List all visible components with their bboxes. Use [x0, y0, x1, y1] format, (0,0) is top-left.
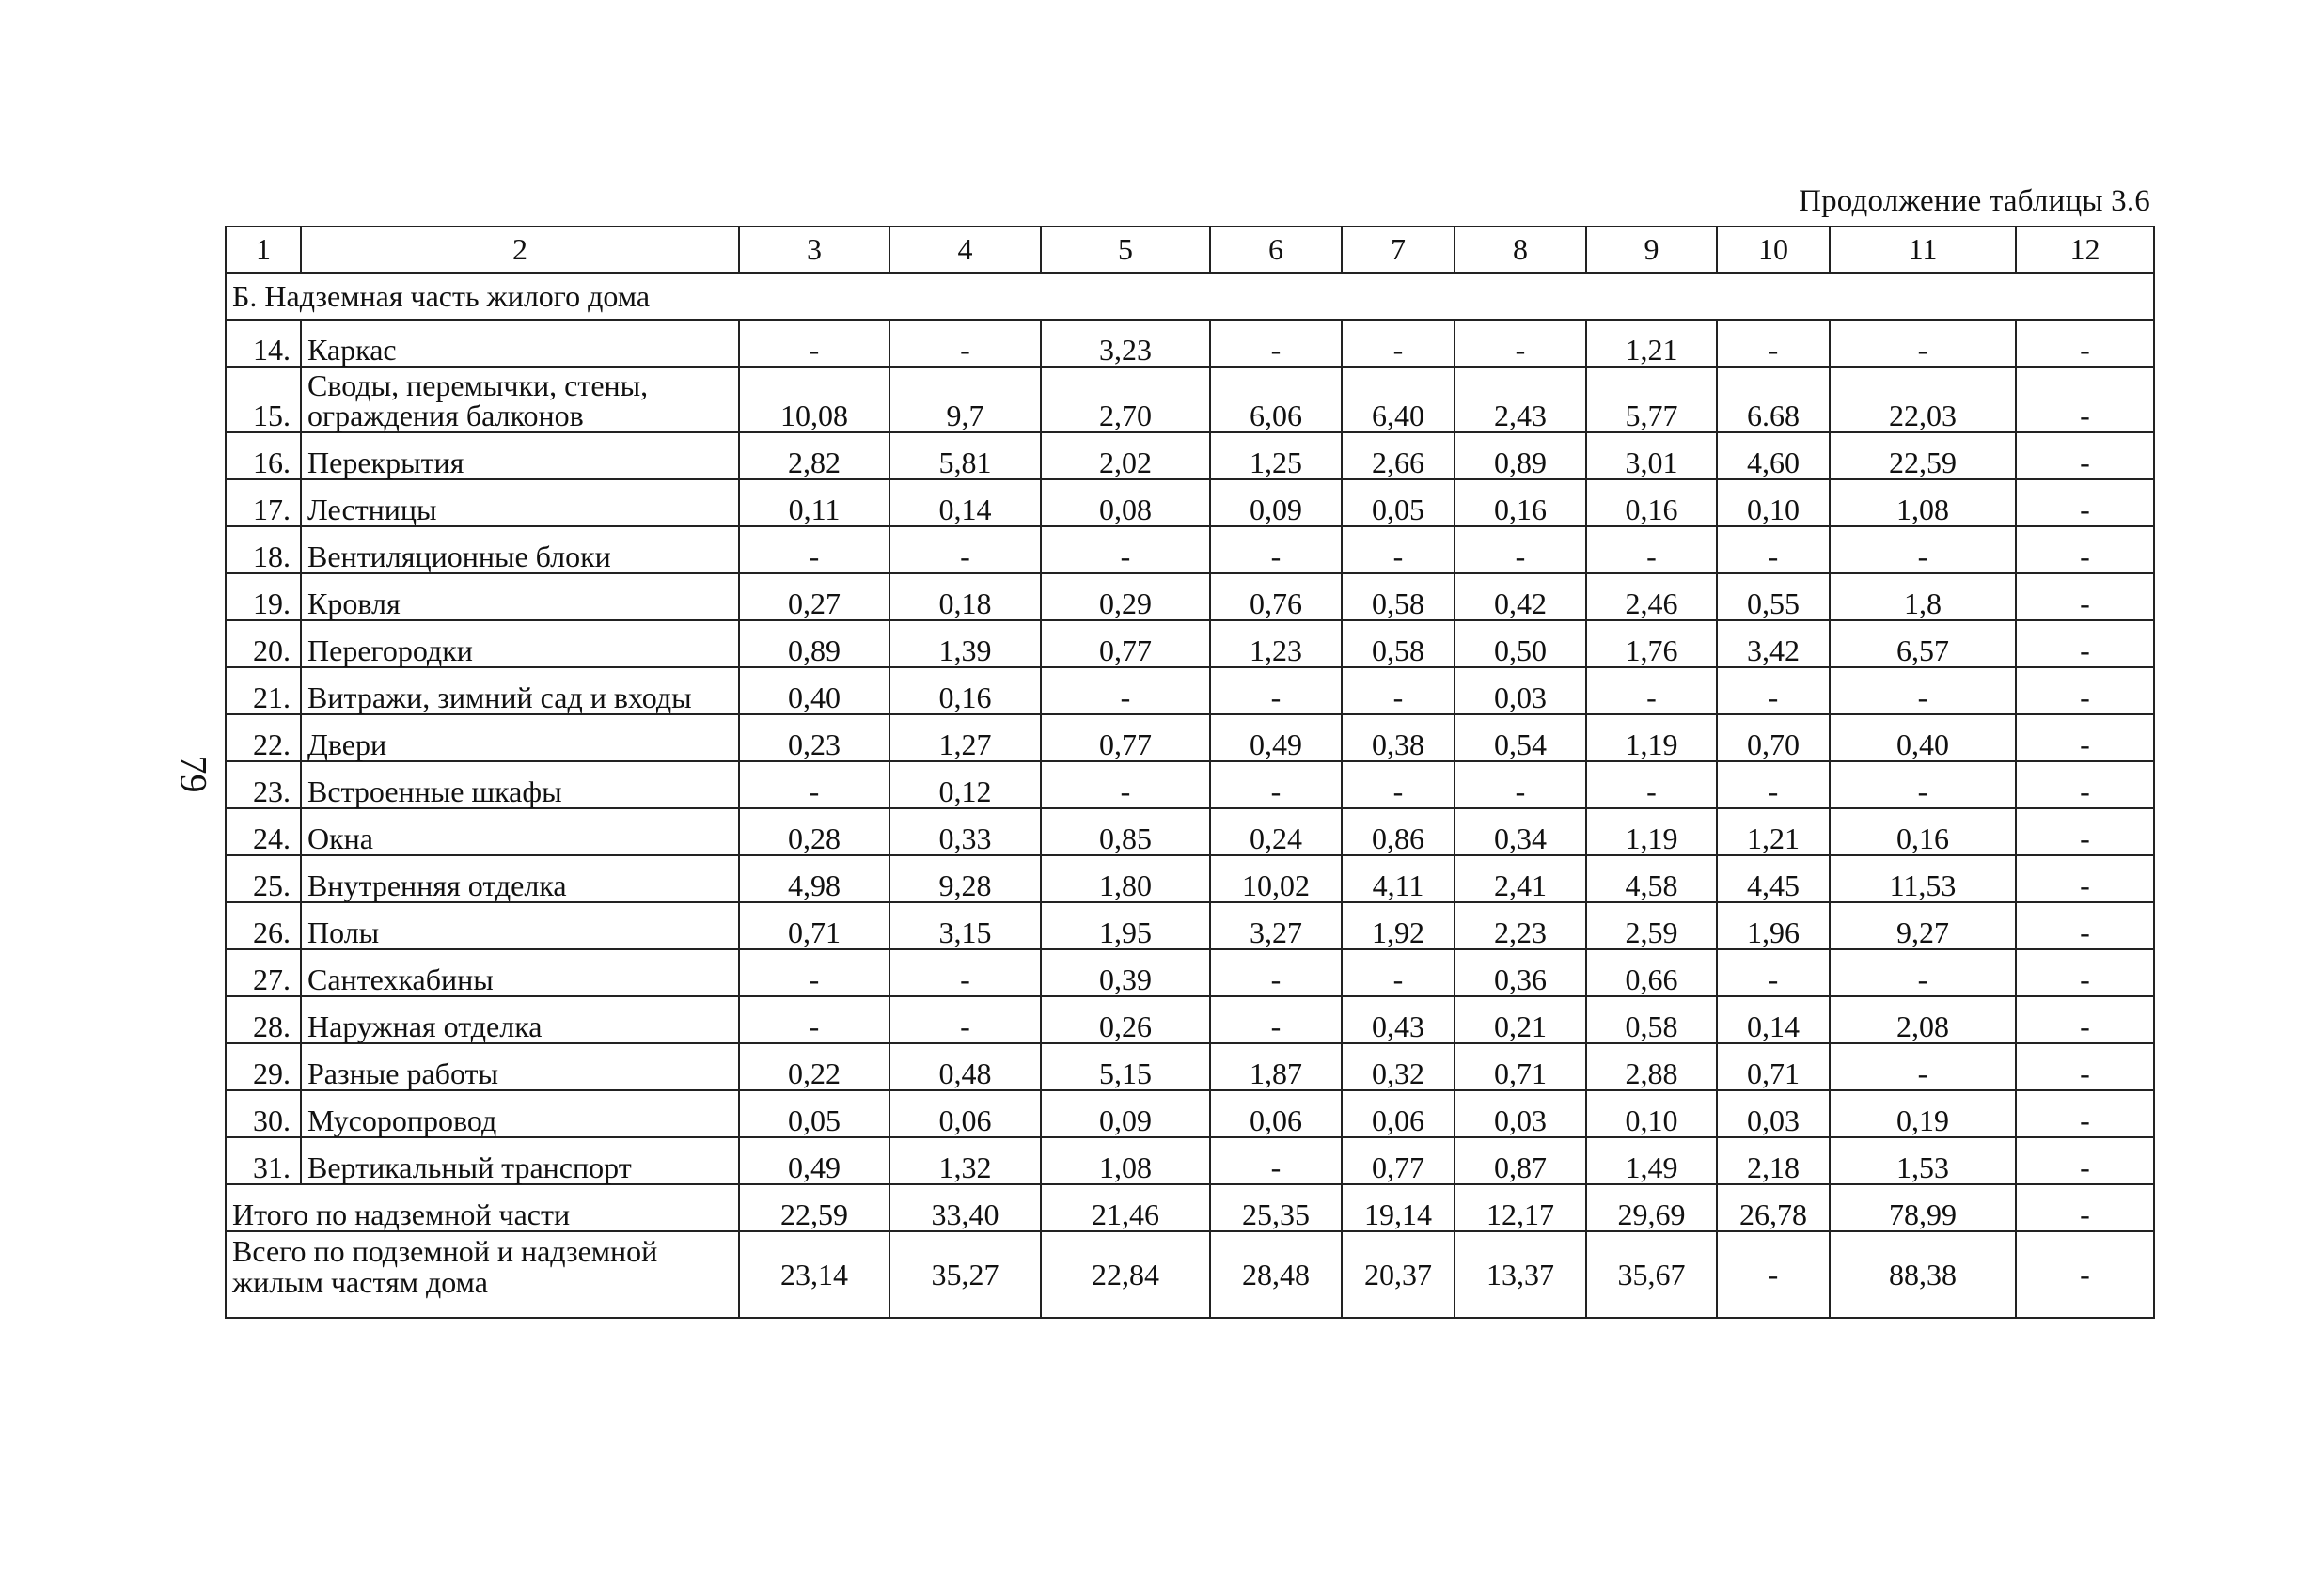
value-cell: 78,99: [1830, 1184, 2016, 1231]
value-cell: 0,29: [1041, 573, 1210, 620]
value-cell: -: [739, 949, 889, 996]
value-cell: 0,03: [1717, 1090, 1830, 1137]
value-cell: -: [2016, 855, 2154, 902]
value-cell: 0,03: [1455, 667, 1586, 714]
value-cell: -: [1830, 526, 2016, 573]
value-cell: 0,33: [889, 808, 1041, 855]
value-cell: 4,11: [1342, 855, 1455, 902]
grand-total-row-label: Всего по подземной и надземной жилым частям дома: [226, 1231, 739, 1318]
value-cell: 0,49: [739, 1137, 889, 1184]
value-cell: -: [2016, 808, 2154, 855]
value-cell: 22,59: [1830, 432, 2016, 479]
value-cell: 22,59: [739, 1184, 889, 1231]
value-cell: -: [2016, 761, 2154, 808]
value-cell: 4,98: [739, 855, 889, 902]
row-number: 17.: [226, 479, 301, 526]
value-cell: -: [1717, 526, 1830, 573]
value-cell: -: [2016, 573, 2154, 620]
row-number: 28.: [226, 996, 301, 1043]
row-number: 18.: [226, 526, 301, 573]
table-row: [226, 761, 2154, 808]
table-row: [226, 996, 2154, 1043]
value-cell: 1,32: [889, 1137, 1041, 1184]
header-cell: 11: [1830, 227, 2016, 273]
value-cell: 0,58: [1586, 996, 1717, 1043]
value-cell: 0,14: [889, 479, 1041, 526]
row-name: Окна: [301, 808, 739, 855]
value-cell: 0,27: [739, 573, 889, 620]
header-cell: 10: [1717, 227, 1830, 273]
value-cell: 1,49: [1586, 1137, 1717, 1184]
value-cell: -: [1342, 526, 1455, 573]
table-row: [226, 320, 2154, 367]
value-cell: -: [1210, 667, 1342, 714]
value-cell: -: [739, 320, 889, 367]
value-cell: 0,40: [1830, 714, 2016, 761]
value-cell: -: [1342, 949, 1455, 996]
value-cell: -: [2016, 996, 2154, 1043]
value-cell: 0,26: [1041, 996, 1210, 1043]
row-number: 23.: [226, 761, 301, 808]
value-cell: -: [1455, 761, 1586, 808]
value-cell: 6,40: [1342, 367, 1455, 432]
value-cell: -: [1717, 667, 1830, 714]
section-row: [226, 273, 2154, 320]
value-cell: 10,02: [1210, 855, 1342, 902]
value-cell: 0,71: [1717, 1043, 1830, 1090]
value-cell: 1,23: [1210, 620, 1342, 667]
table-row: [226, 479, 2154, 526]
value-cell: 0,87: [1455, 1137, 1586, 1184]
header-cell: 6: [1210, 227, 1342, 273]
row-name: Мусоропровод: [301, 1090, 739, 1137]
value-cell: 1,27: [889, 714, 1041, 761]
value-cell: 12,17: [1455, 1184, 1586, 1231]
value-cell: 0,09: [1041, 1090, 1210, 1137]
value-cell: 1,96: [1717, 902, 1830, 949]
value-cell: 9,7: [889, 367, 1041, 432]
value-cell: 0,08: [1041, 479, 1210, 526]
row-number: 26.: [226, 902, 301, 949]
row-name: Каркас: [301, 320, 739, 367]
header-cell: 2: [301, 227, 739, 273]
value-cell: 10,08: [739, 367, 889, 432]
value-cell: -: [2016, 1090, 2154, 1137]
value-cell: 1,92: [1342, 902, 1455, 949]
value-cell: 5,77: [1586, 367, 1717, 432]
value-cell: 35,67: [1586, 1231, 1717, 1318]
value-cell: -: [1041, 526, 1210, 573]
value-cell: 0,58: [1342, 620, 1455, 667]
value-cell: 3,27: [1210, 902, 1342, 949]
value-cell: 88,38: [1830, 1231, 2016, 1318]
row-name: Лестницы: [301, 479, 739, 526]
value-cell: 2,23: [1455, 902, 1586, 949]
value-cell: 0,32: [1342, 1043, 1455, 1090]
value-cell: -: [889, 320, 1041, 367]
value-cell: 0,89: [739, 620, 889, 667]
value-cell: 0,77: [1342, 1137, 1455, 1184]
row-number: 21.: [226, 667, 301, 714]
value-cell: 0,42: [1455, 573, 1586, 620]
value-cell: 0,03: [1455, 1090, 1586, 1137]
row-name: Полы: [301, 902, 739, 949]
row-number: 19.: [226, 573, 301, 620]
value-cell: 1,95: [1041, 902, 1210, 949]
value-cell: -: [2016, 1137, 2154, 1184]
header-cell: 7: [1342, 227, 1455, 273]
value-cell: 2,66: [1342, 432, 1455, 479]
value-cell: 0,22: [739, 1043, 889, 1090]
value-cell: 0,19: [1830, 1090, 2016, 1137]
table-row: [226, 855, 2154, 902]
value-cell: 2,59: [1586, 902, 1717, 949]
value-cell: -: [739, 526, 889, 573]
value-cell: 0,40: [739, 667, 889, 714]
value-cell: 0,77: [1041, 714, 1210, 761]
row-name: Своды, перемычки, стены, ограждения балконов: [301, 367, 739, 432]
value-cell: 0,16: [889, 667, 1041, 714]
table-row: [226, 1090, 2154, 1137]
value-cell: -: [1342, 320, 1455, 367]
value-cell: 0,06: [1342, 1090, 1455, 1137]
value-cell: 0,34: [1455, 808, 1586, 855]
value-cell: 3,15: [889, 902, 1041, 949]
value-cell: 25,35: [1210, 1184, 1342, 1231]
row-name: Сантехкабины: [301, 949, 739, 996]
value-cell: 6.68: [1717, 367, 1830, 432]
value-cell: 0,86: [1342, 808, 1455, 855]
value-cell: -: [2016, 1231, 2154, 1318]
value-cell: -: [1455, 526, 1586, 573]
value-cell: 26,78: [1717, 1184, 1830, 1231]
value-cell: -: [1830, 320, 2016, 367]
value-cell: 0,11: [739, 479, 889, 526]
value-cell: -: [1041, 761, 1210, 808]
value-cell: -: [1586, 761, 1717, 808]
data-table: [225, 226, 2155, 1319]
row-number: 31.: [226, 1137, 301, 1184]
row-name: Вертикальный транспорт: [301, 1137, 739, 1184]
value-cell: 3,01: [1586, 432, 1717, 479]
value-cell: 0,76: [1210, 573, 1342, 620]
value-cell: 0,48: [889, 1043, 1041, 1090]
value-cell: 22,84: [1041, 1231, 1210, 1318]
value-cell: 1,08: [1830, 479, 2016, 526]
value-cell: -: [1830, 667, 2016, 714]
value-cell: 0,77: [1041, 620, 1210, 667]
value-cell: -: [1210, 949, 1342, 996]
value-cell: 0,58: [1342, 573, 1455, 620]
value-cell: -: [1210, 320, 1342, 367]
value-cell: 13,37: [1455, 1231, 1586, 1318]
value-cell: -: [1342, 667, 1455, 714]
header-cell: 4: [889, 227, 1041, 273]
value-cell: 0,70: [1717, 714, 1830, 761]
value-cell: 19,14: [1342, 1184, 1455, 1231]
value-cell: -: [1342, 761, 1455, 808]
table-row: [226, 620, 2154, 667]
value-cell: -: [1210, 1137, 1342, 1184]
value-cell: 0,49: [1210, 714, 1342, 761]
value-cell: 0,06: [1210, 1090, 1342, 1137]
value-cell: 6,06: [1210, 367, 1342, 432]
table-row: [226, 1043, 2154, 1090]
row-name: Разные работы: [301, 1043, 739, 1090]
value-cell: -: [2016, 526, 2154, 573]
value-cell: 1,39: [889, 620, 1041, 667]
value-cell: 0,66: [1586, 949, 1717, 996]
row-name: Перегородки: [301, 620, 739, 667]
table-row: [226, 573, 2154, 620]
row-number: 29.: [226, 1043, 301, 1090]
value-cell: 0,50: [1455, 620, 1586, 667]
header-cell: 8: [1455, 227, 1586, 273]
row-number: 22.: [226, 714, 301, 761]
value-cell: -: [2016, 1043, 2154, 1090]
value-cell: 5,81: [889, 432, 1041, 479]
table-row: [226, 714, 2154, 761]
value-cell: -: [889, 949, 1041, 996]
value-cell: 21,46: [1041, 1184, 1210, 1231]
value-cell: 2,88: [1586, 1043, 1717, 1090]
value-cell: -: [739, 996, 889, 1043]
value-cell: -: [1717, 320, 1830, 367]
value-cell: 11,53: [1830, 855, 2016, 902]
value-cell: 22,03: [1830, 367, 2016, 432]
table-row: [226, 808, 2154, 855]
value-cell: 6,57: [1830, 620, 2016, 667]
value-cell: 2,70: [1041, 367, 1210, 432]
header-cell: 1: [226, 227, 301, 273]
value-cell: 2,43: [1455, 367, 1586, 432]
value-cell: 3,42: [1717, 620, 1830, 667]
value-cell: 1,08: [1041, 1137, 1210, 1184]
value-cell: -: [1455, 320, 1586, 367]
value-cell: -: [2016, 949, 2154, 996]
header-cell: 12: [2016, 227, 2154, 273]
total-row: [226, 1184, 2154, 1231]
table-row: [226, 367, 2154, 432]
value-cell: -: [1717, 761, 1830, 808]
row-number: 27.: [226, 949, 301, 996]
value-cell: 0,14: [1717, 996, 1830, 1043]
table-row: [226, 667, 2154, 714]
value-cell: -: [1210, 526, 1342, 573]
value-cell: 1,8: [1830, 573, 2016, 620]
value-cell: -: [2016, 902, 2154, 949]
value-cell: -: [1717, 1231, 1830, 1318]
value-cell: 0,16: [1830, 808, 2016, 855]
value-cell: -: [2016, 479, 2154, 526]
value-cell: 0,39: [1041, 949, 1210, 996]
row-number: 25.: [226, 855, 301, 902]
row-name: Внутренняя отделка: [301, 855, 739, 902]
value-cell: 0,12: [889, 761, 1041, 808]
value-cell: 0,09: [1210, 479, 1342, 526]
value-cell: 1,19: [1586, 808, 1717, 855]
total-row-label: Итого по надземной части: [226, 1184, 739, 1231]
value-cell: -: [1717, 949, 1830, 996]
value-cell: 0,10: [1586, 1090, 1717, 1137]
value-cell: -: [1830, 949, 2016, 996]
value-cell: 0,28: [739, 808, 889, 855]
header-cell: 9: [1586, 227, 1717, 273]
value-cell: 0,89: [1455, 432, 1586, 479]
value-cell: 20,37: [1342, 1231, 1455, 1318]
table-row: [226, 1137, 2154, 1184]
value-cell: 0,16: [1586, 479, 1717, 526]
value-cell: -: [739, 761, 889, 808]
value-cell: 5,15: [1041, 1043, 1210, 1090]
value-cell: 1,53: [1830, 1137, 2016, 1184]
value-cell: 0,10: [1717, 479, 1830, 526]
value-cell: 0,54: [1455, 714, 1586, 761]
table-row: [226, 526, 2154, 573]
value-cell: 4,45: [1717, 855, 1830, 902]
row-name: Вентиляционные блоки: [301, 526, 739, 573]
value-cell: 2,41: [1455, 855, 1586, 902]
value-cell: 9,28: [889, 855, 1041, 902]
row-name: Кровля: [301, 573, 739, 620]
value-cell: -: [2016, 667, 2154, 714]
value-cell: 0,23: [739, 714, 889, 761]
header-row: [226, 227, 2154, 273]
value-cell: -: [1210, 996, 1342, 1043]
value-cell: 0,55: [1717, 573, 1830, 620]
value-cell: -: [2016, 714, 2154, 761]
grand-total-row: [226, 1231, 2154, 1318]
value-cell: -: [1586, 667, 1717, 714]
row-number: 20.: [226, 620, 301, 667]
value-cell: 2,82: [739, 432, 889, 479]
value-cell: 28,48: [1210, 1231, 1342, 1318]
value-cell: 1,76: [1586, 620, 1717, 667]
value-cell: -: [1041, 667, 1210, 714]
value-cell: -: [2016, 1184, 2154, 1231]
row-name: Витражи, зимний сад и входы: [301, 667, 739, 714]
value-cell: 0,24: [1210, 808, 1342, 855]
value-cell: -: [889, 526, 1041, 573]
value-cell: 1,21: [1717, 808, 1830, 855]
section-title: Б. Надземная часть жилого дома: [226, 273, 2154, 320]
value-cell: 1,19: [1586, 714, 1717, 761]
value-cell: 1,25: [1210, 432, 1342, 479]
value-cell: -: [1830, 761, 2016, 808]
value-cell: -: [2016, 620, 2154, 667]
value-cell: 0,71: [739, 902, 889, 949]
value-cell: 0,36: [1455, 949, 1586, 996]
value-cell: 9,27: [1830, 902, 2016, 949]
table-caption: Продолжение таблицы 3.6: [1799, 184, 2150, 218]
value-cell: -: [889, 996, 1041, 1043]
row-number: 16.: [226, 432, 301, 479]
row-number: 15.: [226, 367, 301, 432]
value-cell: -: [2016, 432, 2154, 479]
header-cell: 5: [1041, 227, 1210, 273]
value-cell: -: [1586, 526, 1717, 573]
table-row: [226, 902, 2154, 949]
value-cell: 0,18: [889, 573, 1041, 620]
value-cell: -: [2016, 320, 2154, 367]
value-cell: 0,71: [1455, 1043, 1586, 1090]
value-cell: 0,38: [1342, 714, 1455, 761]
value-cell: 33,40: [889, 1184, 1041, 1231]
value-cell: 2,08: [1830, 996, 2016, 1043]
row-name: Встроенные шкафы: [301, 761, 739, 808]
value-cell: -: [2016, 367, 2154, 432]
row-name: Двери: [301, 714, 739, 761]
value-cell: 2,02: [1041, 432, 1210, 479]
value-cell: 1,80: [1041, 855, 1210, 902]
row-number: 30.: [226, 1090, 301, 1137]
value-cell: 29,69: [1586, 1184, 1717, 1231]
value-cell: 23,14: [739, 1231, 889, 1318]
value-cell: 0,05: [739, 1090, 889, 1137]
value-cell: 4,60: [1717, 432, 1830, 479]
value-cell: 0,16: [1455, 479, 1586, 526]
value-cell: 1,87: [1210, 1043, 1342, 1090]
value-cell: 2,46: [1586, 573, 1717, 620]
table-row: [226, 432, 2154, 479]
value-cell: -: [1830, 1043, 2016, 1090]
value-cell: 35,27: [889, 1231, 1041, 1318]
value-cell: 0,21: [1455, 996, 1586, 1043]
row-number: 24.: [226, 808, 301, 855]
table-row: [226, 949, 2154, 996]
page-number: 79: [172, 755, 215, 793]
value-cell: 0,85: [1041, 808, 1210, 855]
header-cell: 3: [739, 227, 889, 273]
row-name: Наружная отделка: [301, 996, 739, 1043]
value-cell: 1,21: [1586, 320, 1717, 367]
row-name: Перекрытия: [301, 432, 739, 479]
value-cell: 0,43: [1342, 996, 1455, 1043]
value-cell: 4,58: [1586, 855, 1717, 902]
value-cell: 0,05: [1342, 479, 1455, 526]
value-cell: -: [1210, 761, 1342, 808]
value-cell: 0,06: [889, 1090, 1041, 1137]
value-cell: 2,18: [1717, 1137, 1830, 1184]
value-cell: 3,23: [1041, 320, 1210, 367]
row-number: 14.: [226, 320, 301, 367]
